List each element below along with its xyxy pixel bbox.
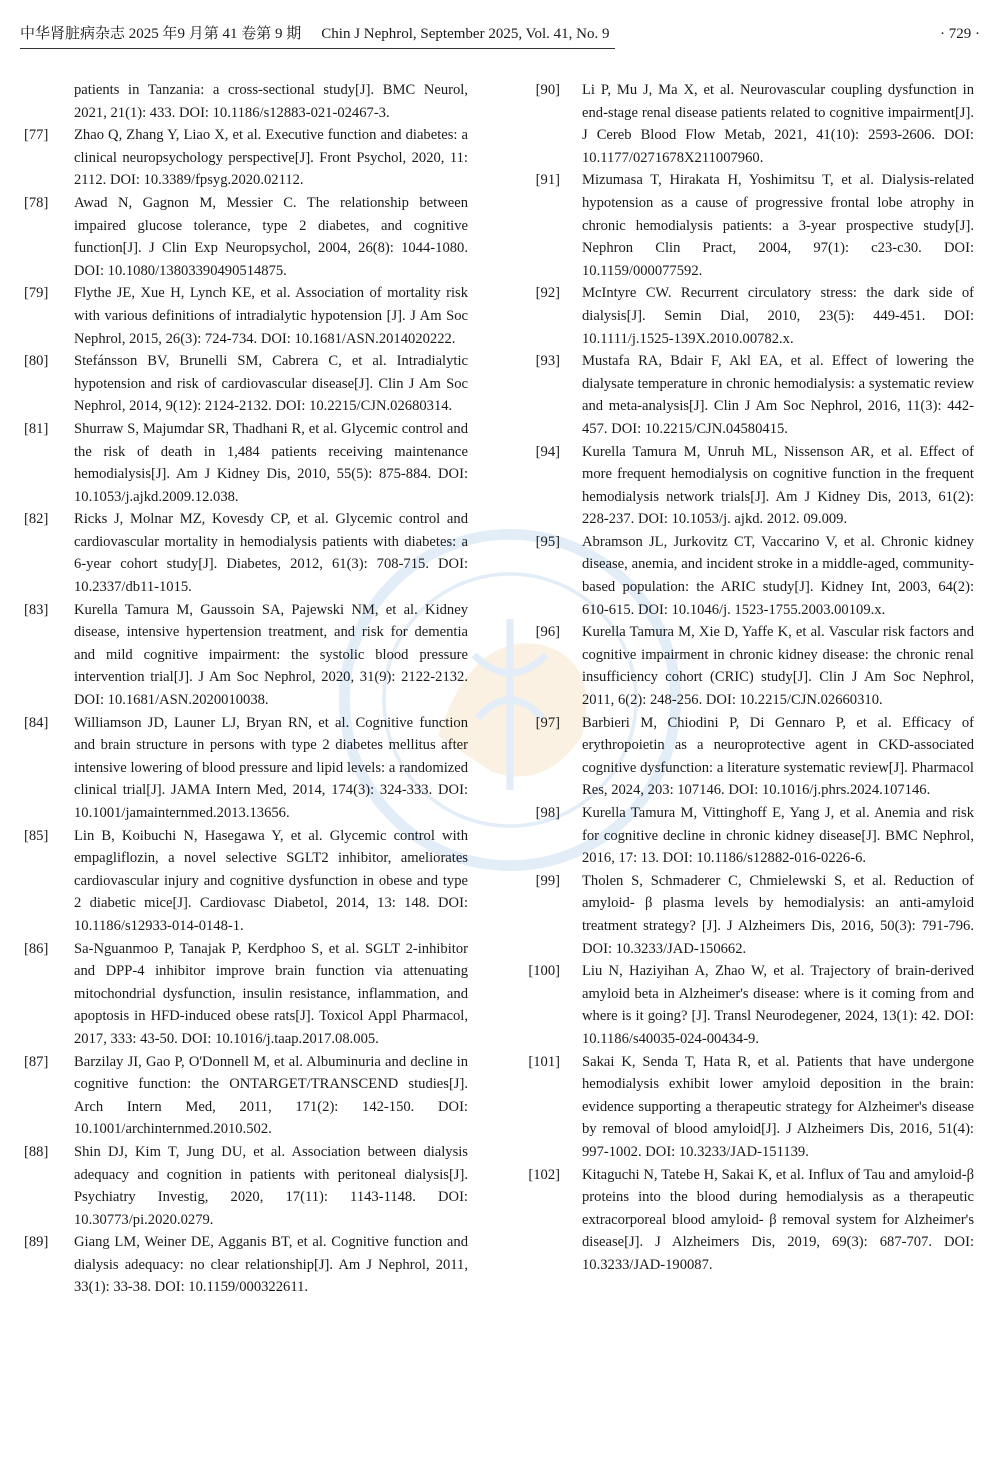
reference-number: [101] [528,1053,560,1070]
reference-column-right [526,79,974,1276]
reference-entry [24,599,468,712]
reference-number: [99] [535,872,560,889]
reference-number: [80] [24,353,49,370]
reference-number: [100] [528,963,560,980]
reference-entry [24,192,468,282]
reference-entry [526,441,974,531]
reference-number: [92] [535,285,560,302]
reference-entry [526,960,974,1050]
reference-number: [82] [24,511,49,528]
reference-number: [81] [24,420,49,437]
reference-entry [526,79,974,169]
reference-number: [91] [535,172,560,189]
reference-column-left [24,79,468,1299]
reference-number: [77] [24,127,49,144]
reference-number: [84] [24,714,49,731]
reference-text: Williamson JD, Launer LJ, Bryan RN, et al. Cognitive function and brain structure in persons with type 2 diabetes mellitus after intensive lowering of blood pressure and lipid levels: a randomized clinical trial[J]. JAMA Intern Med, 2014, 174(3): 324-333. DOI: 10.1001/jamainternmed.2013.13656. [74,714,468,821]
journal-name-chinese: 中华肾脏病杂志 2025 年9 月第 41 卷第 9 期 [20,26,302,42]
reference-entry [24,282,468,350]
reference-entry [24,508,468,598]
reference-text: Kurella Tamura M, Gaussoin SA, Pajewski NM, et al. Kidney disease, intensive hypertension treatment, and risk for dementia and mild cognitive impairment: the systolic blood pressure intervention trial[J]. J Am Soc Nephrol, 2020, 31(9): 2122-2132. DOI: 10.1681/ASN.2020010038. [74,601,468,709]
reference-entry [24,825,468,938]
reference-entry [24,938,468,1051]
reference-entry [24,79,468,124]
reference-text: Zhao Q, Zhang Y, Liao X, et al. Executive function and diabetes: a clinical neuropsychology perspective[J]. Front Psychol, 2020, 11: 2112. DOI: 10.3389/fpsyg.2020.02112. [74,127,468,189]
reference-text: Awad N, Gagnon M, Messier C. The relationship between impaired glucose tolerance, type 2 diabetes, and cognitive function[J]. J Clin Exp Neuropsychol, 2004, 26(8): 1044-1080. DOI: 10.1080/13803390490514875. [74,194,468,279]
reference-number: [78] [24,194,49,211]
reference-number: [95] [535,533,560,550]
reference-text: Abramson JL, Jurkovitz CT, Vaccarino V, et al. Chronic kidney disease, anemia, and incident stroke in a middle-aged, community-based population: the ARIC study[J]. Kidney Int, 2003, 64(2): 610-615. DOI: 10.1046/j. 1523-1755.2003.00109.x. [582,533,974,618]
reference-entry [24,712,468,825]
reference-text: patients in Tanzania: a cross-sectional study[J]. BMC Neurol, 2021, 21(1): 433. DOI: 10.1186/s12883-021-02467-3. [74,82,468,121]
reference-text: Ricks J, Molnar MZ, Kovesdy CP, et al. Glycemic control and cardiovascular mortality in hemodialysis patients with diabetes: a 6-year cohort study[J]. Diabetes, 2012, 61(3): 708-715. DOI: 10.2337/db11-1015. [74,511,468,596]
running-header [20,20,980,48]
reference-entry [526,169,974,282]
page-number: · 729 · [940,26,980,42]
reference-text: Barzilay JI, Gao P, O'Donnell M, et al. Albuminuria and decline in cognitive function: the ONTARGET/TRANSCEND studies[J]. Arch Intern Med, 2011, 171(2): 142-150. DOI: 10.1001/archinternmed.2010.502. [74,1053,468,1138]
reference-text: Tholen S, Schmaderer C, Chmielewski S, et al. Reduction of amyloid- β plasma levels by hemodialysis: an anti-amyloid treatment strategy? [J]. J Alzheimers Dis, 2016, 50(3): 791-796. DOI: 10.3233/JAD-150662. [582,872,974,957]
reference-text: Kitaguchi N, Tatebe H, Sakai K, et al. Influx of Tau and amyloid-β proteins into the blood during hemodialysis as a therapeutic extracorporeal blood amyloid- β removal system for Alzheimer's disease[J]. J Alzheimers Dis, 2019, 69(3): 687-707. DOI: 10.3233/JAD-190087. [582,1166,974,1273]
reference-entry [24,1141,468,1231]
reference-text: Barbieri M, Chiodini P, Di Gennaro P, et al. Efficacy of erythropoietin as a neuroprotective agent in CKD-associated cognitive dysfunction: a literature systematic review[J]. Pharmacol Res, 2024, 203: 107146. DOI: 10.1016/j.phrs.2024.107146. [582,714,974,799]
reference-entry [24,124,468,192]
reference-text: Kurella Tamura M, Vittinghoff E, Yang J, et al. Anemia and risk for cognitive decline in chronic kidney disease[J]. BMC Nephrol, 2016, 17: 13. DOI: 10.1186/s12882-016-0226-6. [582,805,974,867]
reference-number: [93] [535,353,560,370]
reference-text: Lin B, Koibuchi N, Hasegawa Y, et al. Glycemic control with empagliflozin, a novel selective SGLT2 inhibitor, ameliorates cardiovascular injury and cognitive dysfunction in obese and type 2 diabetic mice[J]. Cardiovasc Diabetol, 2014, 13: 148. DOI: 10.1186/s12933-014-0148-1. [74,827,468,934]
reference-number: [85] [24,827,49,844]
reference-text: Sakai K, Senda T, Hata R, et al. Patients that have undergone hemodialysis exhibit lower amyloid deposition in the brain: evidence supporting a therapeutic strategy for Alzheimer's disease by removal of blood amyloid[J]. J Alzheimers Dis, 2016, 51(4): 997-1002. DOI: 10.3233/JAD-151139. [582,1053,974,1160]
reference-entry [24,1051,468,1141]
reference-text: Sa-Nguanmoo P, Tanajak P, Kerdphoo S, et al. SGLT 2-inhibitor and DPP-4 inhibitor improve brain function via attenuating mitochondrial dysfunction, insulin resistance, inflammation, and apoptosis in HFD-induced obese rats[J]. Toxicol Appl Pharmacol, 2017, 333: 43-50. DOI: 10.1016/j.taap.2017.08.005. [74,940,468,1047]
reference-number: [86] [24,940,49,957]
journal-name-english: Chin J Nephrol, September 2025, Vol. 41, No. 9 [321,26,610,42]
reference-number: [87] [24,1053,49,1070]
reference-entry [526,350,974,440]
reference-text: Mustafa RA, Bdair F, Akl EA, et al. Effect of lowering the dialysate temperature in chronic hemodialysis: a systematic review and meta-analysis[J]. Clin J Am Soc Nephrol, 2016, 11(3): 442-457. DOI: 10.2215/CJN.04580415. [582,353,974,437]
reference-number: [83] [24,601,49,618]
reference-text: Flythe JE, Xue H, Lynch KE, et al. Association of mortality risk with various definitions of intradialytic hypotension [J]. J Am Soc Nephrol, 2015, 26(3): 724-734. DOI: 10.1681/ASN.2014020222. [74,285,468,347]
reference-entry [24,350,468,418]
reference-entry [526,621,974,711]
reference-entry [526,1164,974,1277]
reference-entry [526,282,974,350]
reference-entry [526,712,974,802]
reference-text: Stefánsson BV, Brunelli SM, Cabrera C, et al. Intradialytic hypotension and risk of cardiovascular disease[J]. Clin J Am Soc Nephrol, 2014, 9(12): 2124-2132. DOI: 10.2215/CJN.02680314. [74,353,468,415]
reference-entry [526,1051,974,1164]
reference-text: Li P, Mu J, Ma X, et al. Neurovascular coupling dysfunction in end-stage renal disease patients related to cognitive impairment[J]. J Cereb Blood Flow Metab, 2021, 41(10): 2593-2606. DOI: 10.1177/0271678X211007960. [582,82,974,166]
reference-text: Shin DJ, Kim T, Jung DU, et al. Association between dialysis adequacy and cognition in patients with peritoneal dialysis[J]. Psychiatry Investig, 2020, 17(11): 1143-1148. DOI: 10.30773/pi.2020.0279. [74,1143,468,1228]
reference-text: McIntyre CW. Recurrent circulatory stress: the dark side of dialysis[J]. Semin Dial, 2010, 23(5): 449-451. DOI: 10.1111/j.1525-139X.2010.00782.x. [582,285,974,347]
reference-entry [526,802,974,870]
reference-number: [94] [535,443,560,460]
reference-text: Kurella Tamura M, Xie D, Yaffe K, et al. Vascular risk factors and cognitive impairment in chronic kidney disease: the chronic renal insufficiency cohort (CRIC) study[J]. Clin J Am Soc Nephrol, 2011, 6(2): 248-256. DOI: 10.2215/CJN.02660310. [582,624,974,709]
reference-text: Mizumasa T, Hirakata H, Yoshimitsu T, et al. Dialysis-related hypotension as a cause of progressive frontal lobe atrophy in chronic hemodialysis patients: a 3-year prospective study[J]. Nephron Clin Pract, 2004, 97(1): c23-c30. DOI: 10.1159/000077592. [582,172,974,279]
reference-text: Kurella Tamura M, Unruh ML, Nissenson AR, et al. Effect of more frequent hemodialysis on cognitive function in the frequent hemodialysis network trials[J]. Am J Kidney Dis, 2013, 61(2): 228-237. DOI: 10.1053/j. ajkd. 2012. 09.009. [582,443,974,528]
reference-entry [24,418,468,508]
reference-number: [102] [528,1166,560,1183]
reference-text: Giang LM, Weiner DE, Agganis BT, et al. Cognitive function and dialysis adequacy: no clear relationship[J]. Am J Nephrol, 2011, 33(1): 33-38. DOI: 10.1159/000322611. [74,1234,468,1296]
reference-number: [97] [535,714,560,731]
reference-text: Shurraw S, Majumdar SR, Thadhani R, et al. Glycemic control and the risk of death in 1,484 patients receiving maintenance hemodialysis[J]. Am J Kidney Dis, 2010, 55(5): 875-884. DOI: 10.1053/j.ajkd.2009.12.038. [74,420,468,505]
reference-number: [96] [535,624,560,641]
reference-entry [526,870,974,960]
reference-number: [90] [535,82,560,98]
journal-citation-line [20,20,615,49]
reference-number: [89] [24,1234,49,1251]
reference-text: Liu N, Haziyihan A, Zhao W, et al. Trajectory of brain-derived amyloid beta in Alzheimer's disease: where is it coming from and where is it going? [J]. Transl Neurodegener, 2024, 13(1): 42. DOI: 10.1186/s40035-024-00434-9. [582,963,974,1047]
reference-number: [88] [24,1143,49,1160]
reference-entry [24,1231,468,1299]
reference-number: [79] [24,285,49,302]
reference-entry [526,531,974,621]
reference-number: [98] [535,805,560,821]
